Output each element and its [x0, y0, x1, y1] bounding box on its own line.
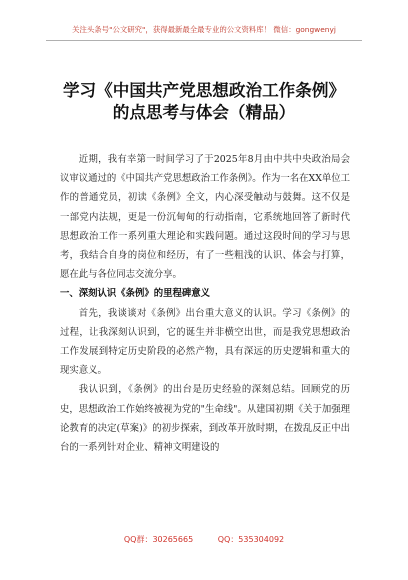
footer-contact — [0, 534, 408, 545]
header-banner: 关注头条号"公文研究"，获得最新最全最专业的公文资料库！ 微信：gongwenyj — [72, 25, 336, 34]
header-divider — [46, 40, 362, 41]
title-line-1: 学习《中国共产党思想政治工作条例》 — [62, 81, 346, 100]
document-body — [60, 150, 350, 457]
footer-qq: QQ：535304092 — [217, 535, 285, 544]
paragraph-intro: 近期，我有幸第一时间学习了于2025年8月由中共中央政治局会议审议通过的《中国共产党思想政治工作条例》。作为一名在XX单位工作的普通党员，初读《条例》全文，内心深受触动与鼓舞。这不仅是一部党内法规，更是一份沉甸甸的行动指南，它系统地回答了新时代思想政治工作一系列重大理论和实践问题。通过这段时间的学习与思考，我结合自身的岗位和经历，有了一些粗浅的认识、体会与打算，愿在此与各位同志交流分享。 — [60, 154, 350, 281]
section-heading-1: 一、深刻认识《条例》的里程碑意义 — [60, 288, 211, 300]
paragraph-history: 我认识到，《条例》的出台是历史经验的深刻总结。回顾党的历史，思想政治工作始终被视为党的"生命线"。从建国初期《关于加强理论教育的决定(草案)》的初步探索，到改革开放时期，在拨乱反正中出台的一系列针对企业、精神文明建设的 — [60, 384, 350, 454]
paragraph-significance: 首先，我谈谈对《条例》出台重大意义的认识。学习《条例》的过程，让我深刻认识到，它的诞生并非横空出世，而是我党思想政治工作发展到特定历史阶段的必然产物，具有深远的历史逻辑和重大的现实意义。 — [60, 307, 350, 377]
document-title — [40, 80, 368, 124]
footer-qq-group: QQ群：30265665 — [123, 535, 194, 544]
title-line-2: 的点思考与体会（精品） — [112, 103, 296, 122]
